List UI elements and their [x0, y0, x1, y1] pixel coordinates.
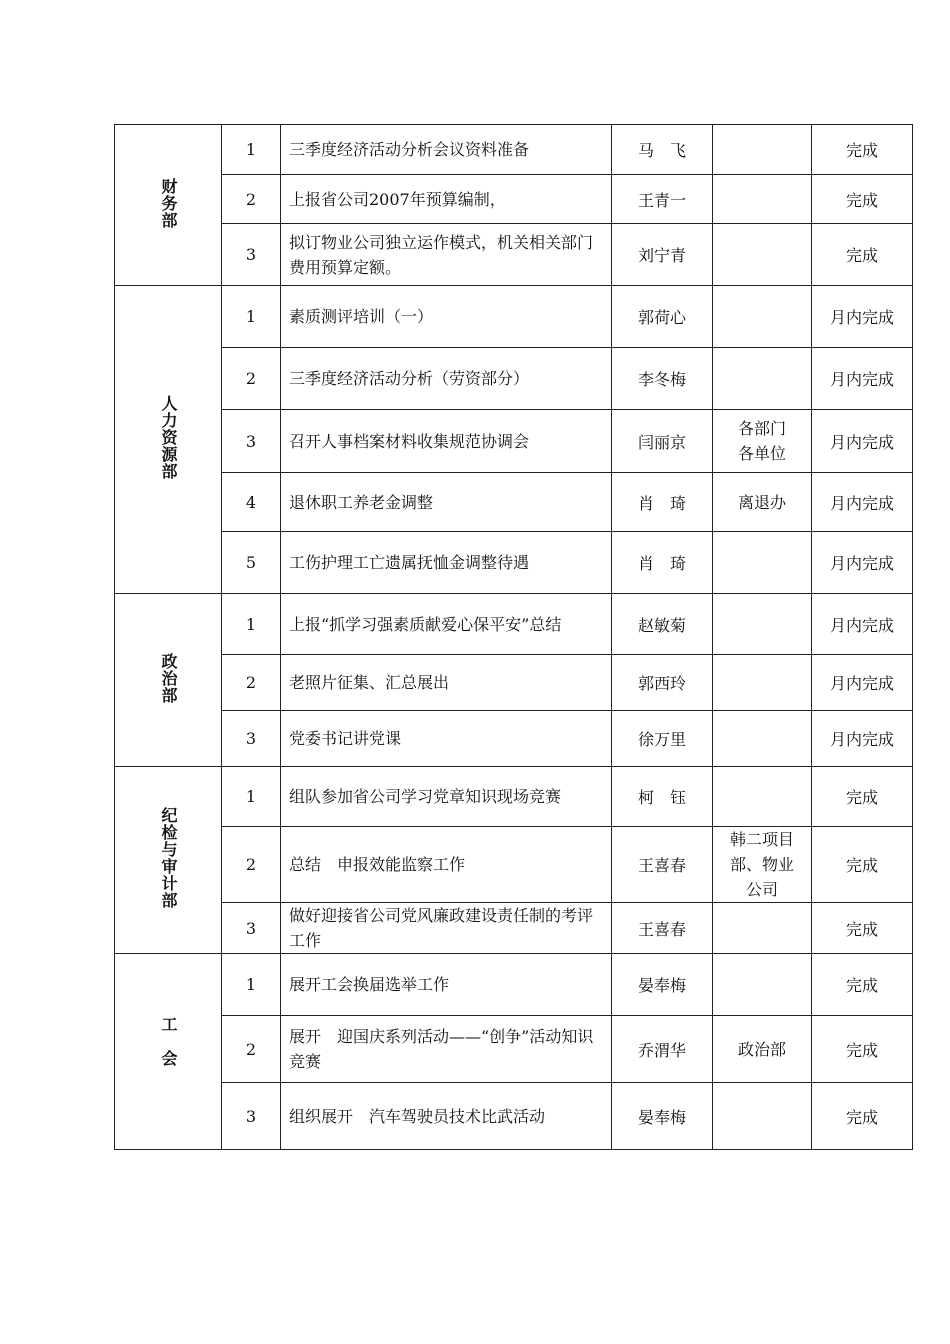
coop-unit — [713, 224, 812, 286]
person-name: 柯 钰 — [612, 767, 713, 827]
task-text: 做好迎接省公司党风廉政建设责任制的考评工作 — [281, 903, 612, 954]
person-name: 王喜春 — [612, 827, 713, 903]
row-number: 2 — [222, 655, 281, 711]
status-text: 完成 — [812, 954, 913, 1016]
coop-unit — [713, 175, 812, 224]
row-number: 3 — [222, 410, 281, 473]
table-row — [115, 175, 913, 224]
table-row — [115, 286, 913, 348]
coop-unit: 各部门各单位 — [713, 410, 812, 473]
coop-unit — [713, 594, 812, 655]
coop-unit — [713, 767, 812, 827]
table-row — [115, 473, 913, 532]
dept-cell — [115, 125, 222, 286]
row-number: 1 — [222, 767, 281, 827]
status-text: 完成 — [812, 224, 913, 286]
task-text: 党委书记讲党课 — [281, 711, 612, 767]
dept-cell — [115, 954, 222, 1150]
row-number: 2 — [222, 1016, 281, 1083]
task-text: 组队参加省公司学习党章知识现场竞赛 — [281, 767, 612, 827]
coop-unit — [713, 711, 812, 767]
person-name: 徐万里 — [612, 711, 713, 767]
status-text: 完成 — [812, 125, 913, 175]
row-number: 1 — [222, 954, 281, 1016]
coop-unit — [713, 903, 812, 954]
status-text: 完成 — [812, 827, 913, 903]
row-number: 1 — [222, 286, 281, 348]
row-number: 3 — [222, 711, 281, 767]
coop-unit — [713, 532, 812, 594]
person-name: 赵敏菊 — [612, 594, 713, 655]
row-number: 2 — [222, 348, 281, 410]
table-row — [115, 125, 913, 175]
work-plan-table — [114, 124, 913, 1150]
row-number: 3 — [222, 903, 281, 954]
dept-name: 工会 — [159, 1015, 178, 1084]
table-row — [115, 532, 913, 594]
table-row — [115, 954, 913, 1016]
coop-unit: 韩二项目部、物业公司 — [713, 827, 812, 903]
table-row — [115, 827, 913, 903]
status-text: 月内完成 — [812, 348, 913, 410]
table-row — [115, 767, 913, 827]
person-name: 王青一 — [612, 175, 713, 224]
person-name: 晏奉梅 — [612, 954, 713, 1016]
task-text: 老照片征集、汇总展出 — [281, 655, 612, 711]
table-row — [115, 711, 913, 767]
person-name: 王喜春 — [612, 903, 713, 954]
person-name: 李冬梅 — [612, 348, 713, 410]
row-number: 2 — [222, 827, 281, 903]
table-row — [115, 594, 913, 655]
task-text: 上报省公司2007年预算编制， — [281, 175, 612, 224]
dept-name: 财务部 — [159, 177, 178, 229]
status-text: 月内完成 — [812, 473, 913, 532]
row-number: 2 — [222, 175, 281, 224]
person-name: 郭西玲 — [612, 655, 713, 711]
status-text: 完成 — [812, 903, 913, 954]
status-text: 完成 — [812, 1016, 913, 1083]
person-name: 马 飞 — [612, 125, 713, 175]
table-row — [115, 1016, 913, 1083]
status-text: 完成 — [812, 767, 913, 827]
row-number: 1 — [222, 594, 281, 655]
row-number: 1 — [222, 125, 281, 175]
dept-cell — [115, 286, 222, 594]
coop-unit — [713, 1083, 812, 1150]
coop-unit — [713, 348, 812, 410]
table-row — [115, 903, 913, 954]
coop-unit: 政治部 — [713, 1016, 812, 1083]
task-text: 组织展开 汽车驾驶员技术比武活动 — [281, 1083, 612, 1150]
status-text: 月内完成 — [812, 532, 913, 594]
task-text: 拟订物业公司独立运作模式，机关相关部门费用预算定额。 — [281, 224, 612, 286]
coop-unit — [713, 655, 812, 711]
person-name: 乔渭华 — [612, 1016, 713, 1083]
task-text: 展开工会换届选举工作 — [281, 954, 612, 1016]
task-text: 三季度经济活动分析会议资料准备 — [281, 125, 612, 175]
dept-cell — [115, 594, 222, 767]
person-name: 刘宁青 — [612, 224, 713, 286]
task-text: 召开人事档案材料收集规范协调会 — [281, 410, 612, 473]
task-text: 素质测评培训（一） — [281, 286, 612, 348]
status-text: 月内完成 — [812, 711, 913, 767]
task-text: 退休职工养老金调整 — [281, 473, 612, 532]
task-text: 展开 迎国庆系列活动——“创争”活动知识竞赛 — [281, 1016, 612, 1083]
coop-unit — [713, 954, 812, 1016]
row-number: 5 — [222, 532, 281, 594]
row-number: 3 — [222, 224, 281, 286]
person-name: 郭荷心 — [612, 286, 713, 348]
table-row — [115, 224, 913, 286]
dept-cell — [115, 767, 222, 954]
table-row — [115, 655, 913, 711]
task-text: 工伤护理工亡遗属抚恤金调整待遇 — [281, 532, 612, 594]
person-name: 闫丽京 — [612, 410, 713, 473]
status-text: 月内完成 — [812, 655, 913, 711]
row-number: 4 — [222, 473, 281, 532]
task-text: 总结 申报效能监察工作 — [281, 827, 612, 903]
table-row — [115, 348, 913, 410]
task-text: 上报“抓学习强素质献爱心保平安”总结 — [281, 594, 612, 655]
person-name: 晏奉梅 — [612, 1083, 713, 1150]
table-row — [115, 410, 913, 473]
task-text: 三季度经济活动分析（劳资部分） — [281, 348, 612, 410]
person-name: 肖 琦 — [612, 532, 713, 594]
status-text: 月内完成 — [812, 594, 913, 655]
dept-name: 政治部 — [159, 652, 178, 704]
dept-name: 纪检与审计部 — [159, 807, 178, 909]
row-number: 3 — [222, 1083, 281, 1150]
dept-name: 人力资源部 — [159, 395, 178, 480]
coop-unit — [713, 125, 812, 175]
coop-unit: 离退办 — [713, 473, 812, 532]
status-text: 月内完成 — [812, 410, 913, 473]
table-row — [115, 1083, 913, 1150]
status-text: 完成 — [812, 1083, 913, 1150]
person-name: 肖 琦 — [612, 473, 713, 532]
status-text: 月内完成 — [812, 286, 913, 348]
coop-unit — [713, 286, 812, 348]
status-text: 完成 — [812, 175, 913, 224]
